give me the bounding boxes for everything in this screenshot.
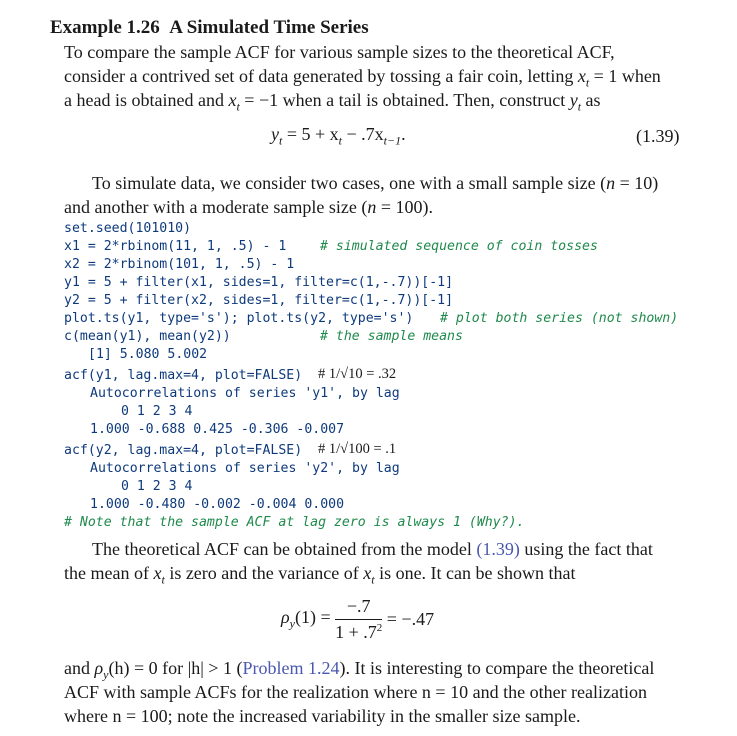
code-output: Autocorrelations of series 'y2', by lag: [90, 461, 400, 476]
code-line-6: plot.ts(y1, type='s'); plot.ts(y2, type='s'): [64, 311, 414, 326]
math-n: n: [606, 173, 616, 193]
math-y: $y_t$: [569, 90, 582, 114]
intro-text: a head is obtained and: [64, 90, 229, 110]
para2-text: = 100).: [376, 197, 434, 217]
code-output: 1.000 -0.480 -0.002 -0.004 0.000: [90, 497, 345, 512]
denominator-exponent: 2: [376, 622, 383, 634]
code-line-2: x1 = 2*rbinom(11, 1, .5) - 1: [64, 239, 287, 254]
code-line-13: acf(y2, lag.max=4, plot=FALSE): [64, 443, 303, 458]
para2-text: and another with a moderate sample size (: [64, 197, 368, 217]
para2-text: To simulate data, we consider two cases, one with a small sample size (: [92, 173, 607, 193]
para3-text: the mean of: [64, 563, 154, 583]
eq-end: .: [401, 124, 406, 144]
intro-line-3: [64, 88, 601, 119]
math-rho: $\rho_y$: [94, 658, 109, 682]
fraction-numerator: −.7: [335, 596, 382, 620]
code-output: 0 1 2 3 4: [121, 479, 193, 494]
code-line-7: c(mean(y1), mean(y2)): [64, 329, 231, 344]
para4-text: and: [64, 658, 95, 678]
intro-text: as: [581, 90, 601, 110]
code-comment: # simulated sequence of coin tosses: [320, 239, 598, 254]
rho-arg: (1) =: [294, 607, 331, 628]
intro-text: = 1 when: [589, 66, 661, 86]
fraction-denominator: [335, 620, 382, 643]
para3-text: using the fact that: [519, 539, 653, 559]
fraction: [335, 596, 382, 643]
math-n: n: [367, 197, 377, 217]
rho-result: = −.47: [386, 609, 435, 629]
math-x: $x_t$: [153, 563, 165, 587]
math-x: $x_t$: [363, 563, 375, 587]
para3-line-1: [92, 537, 653, 561]
eq-lhs: y: [271, 124, 279, 144]
rho-symbol: ρ: [281, 607, 290, 628]
code-output: Autocorrelations of series 'y1', by lag: [90, 386, 400, 401]
code-line-5: y2 = 5 + filter(x2, sides=1, filter=c(1,-.7))[-1]: [64, 293, 454, 308]
example-title: A Simulated Time Series: [169, 17, 369, 38]
code-comment: # plot both series (not shown): [440, 311, 679, 326]
code-line-3: x2 = 2*rbinom(101, 1, .5) - 1: [64, 257, 295, 272]
math-x: $x_t$: [577, 66, 590, 90]
para3-line-2: [64, 561, 576, 592]
code-output: 1.000 -0.688 0.425 -0.306 -0.007: [90, 422, 345, 437]
intro-text: consider a contrived set of data generated by tossing a fair coin, letting: [64, 66, 578, 86]
equation-reference-link[interactable]: (1.39): [476, 539, 520, 559]
para4-text: (h) = 0 for |h| > 1 (: [108, 658, 243, 678]
para4-text: ). It is interesting to compare the theoretical: [339, 658, 655, 678]
code-line-9: acf(y1, lag.max=4, plot=FALSE): [64, 368, 303, 383]
code-output: [1] 5.080 5.002: [88, 347, 208, 362]
code-line-4: y1 = 5 + filter(x1, sides=1, filter=c(1,-.7))[-1]: [64, 275, 454, 290]
code-output: 0 1 2 3 4: [121, 404, 193, 419]
code-comment: # the sample means: [320, 329, 463, 344]
para2-line-1: [92, 171, 658, 195]
code-comment: # Note that the sample ACF at lag zero is always 1 (Why?).: [64, 515, 525, 530]
para2-text: = 10): [615, 173, 659, 193]
example-heading: [50, 17, 369, 39]
code-comment: # 1/√100 = .1: [318, 441, 397, 457]
code-comment: # 1/√10 = .32: [318, 366, 397, 382]
math-x: $x_t$: [228, 90, 240, 114]
eq-rhs: = $5 + x_t - .7x_{t-1}$.: [282, 124, 406, 148]
para3-text: is one. It can be shown that: [374, 563, 576, 583]
para3-text: The theoretical ACF can be obtained from the model: [92, 539, 477, 559]
problem-reference-link[interactable]: Problem 1.24: [242, 658, 340, 678]
para3-text: is zero and the variance of: [164, 563, 364, 583]
example-label: Example 1.26: [50, 17, 160, 38]
para2-line-2: [64, 195, 433, 219]
denominator-base: 1 + .7: [335, 622, 377, 642]
para4-line-2: ACF with sample ACFs for the realization where n = 10 and the other realization: [64, 682, 648, 702]
intro-line-1: To compare the sample ACF for various sample sizes to the theoretical ACF,: [64, 42, 615, 62]
eq-minus-text: − .7x: [342, 124, 384, 144]
para4-line-3: where n = 100; note the increased variability in the smaller size sample.: [64, 706, 581, 726]
code-line-1: set.seed(101010): [64, 221, 192, 236]
equation-1-39: $y_t = 5 + x_t - .7x_{t-1}$.: [271, 124, 406, 148]
eq-rhs-text: = 5 + x: [282, 124, 339, 144]
equation-number: (1.39): [636, 126, 680, 146]
equation-rho: $\rho_y(1)$ = $\frac{-.7}{1 + .7^2}$ = −.47: [281, 596, 435, 642]
intro-text: = −1 when a tail is obtained. Then, construct: [239, 90, 570, 110]
